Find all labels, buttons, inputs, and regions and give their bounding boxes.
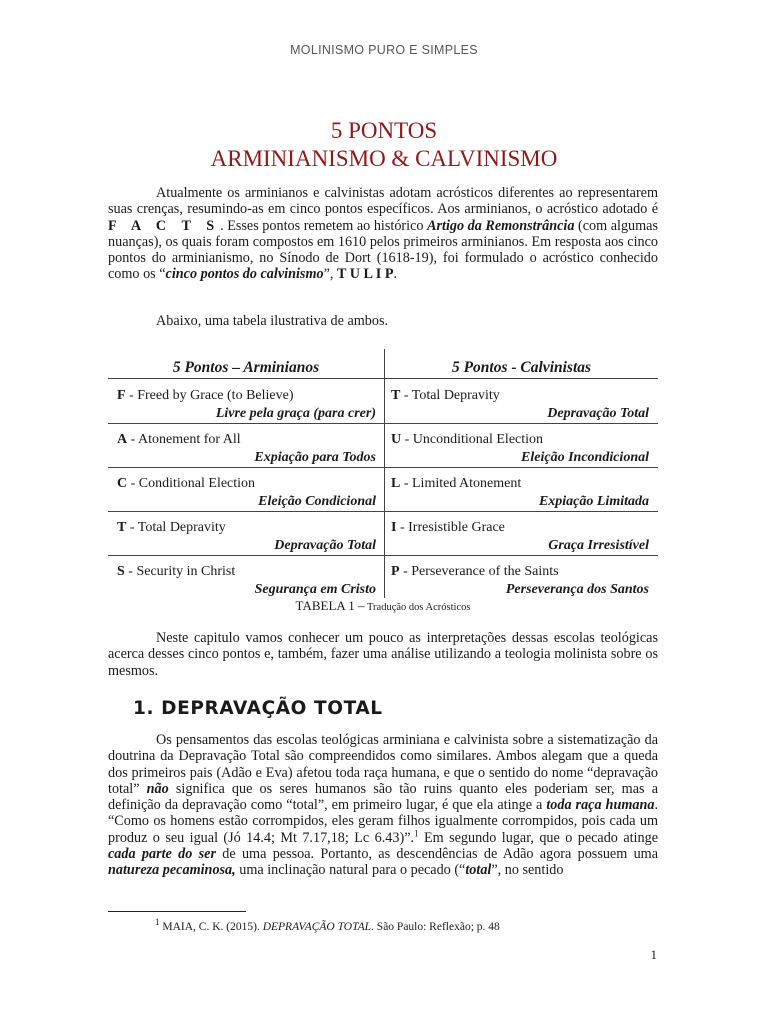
table-rule bbox=[108, 555, 658, 556]
table-cell-arminian-translation: Livre pela graça (para crer) bbox=[215, 406, 376, 421]
table-cell-arminian: S - Security in Christ bbox=[117, 564, 236, 579]
table-cell-arminian: A - Atonement for All bbox=[117, 432, 241, 447]
table-header-calvinist: 5 Pontos - Calvinistas bbox=[451, 359, 592, 376]
table-cell-calvinist-translation: Depravação Total bbox=[547, 406, 649, 421]
table-cell-arminian: C - Conditional Election bbox=[117, 476, 256, 491]
table-cell-arminian-translation: Eleição Condicional bbox=[258, 494, 376, 509]
table-cell-arminian-translation: Depravação Total bbox=[274, 538, 376, 553]
table-cell-calvinist-translation: Perseverança dos Santos bbox=[505, 582, 649, 597]
table-cell-arminian: T - Total Depravity bbox=[117, 520, 226, 535]
table-cell-calvinist-translation: Eleição Incondicional bbox=[521, 450, 649, 465]
table-column-divider bbox=[384, 349, 385, 598]
table-caption: TABELA 1 – Tradução dos Acrósticos bbox=[295, 598, 471, 613]
footnote-reference: 1 bbox=[414, 828, 419, 839]
table-cell-calvinist: P - Perseverance of the Saints bbox=[391, 564, 559, 579]
table-cell-calvinist: T - Total Depravity bbox=[391, 388, 500, 403]
running-head: MOLINISMO PURO E SIMPLES bbox=[290, 43, 478, 57]
table-cell-calvinist: L - Limited Atonement bbox=[391, 476, 522, 491]
table-rule bbox=[108, 467, 658, 468]
footnote: $^1$ MAIA, C. K. (2015). DEPRAVAÇÃO TOTAL. São Paulo: Reflexão; p. 48 bbox=[155, 917, 500, 933]
body-paragraph: Os pensamentos das escolas teológicas arminiana e calvinista sobre a sistematização da doutrina da Depravação Total são compreendidos como similares. Ambos alegam que a queda dos primeiros pais (Adão e Eva) afetou toda raça humana, e que o sentido do nome “depravação total” não significa que os seres humanos são tão ruins quanto eles poderiam ser, mas a definição da depravação como “total”, em primeiro lugar, é que ela atinge a toda raça humana. “Como os homens estão corrompidos, eles geram filhos igualmente corrompidos, pois cada um produz o seu igual (Jó 14.4; Mt 7.17,18; Lc 6.43)”.$^1$ Em segundo lugar, que o pecado atinge cada parte do ser de uma pessoa. Portanto, as descendências de Adão agora possuem uma natureza pecaminosa, uma inclinação natural para o pecado (“total”, no sentido bbox=[108, 732, 658, 879]
footnote-separator bbox=[108, 911, 246, 912]
section-heading: 1. DEPRAVAÇÃO TOTAL bbox=[133, 698, 383, 719]
table-cell-arminian: F - Freed by Grace (to Believe) bbox=[117, 388, 294, 403]
table-cell-calvinist-translation: Graça Irresistível bbox=[548, 538, 649, 553]
table-cell-calvinist: I - Irresistible Grace bbox=[391, 520, 505, 535]
table-cell-calvinist-translation: Expiação Limitada bbox=[538, 494, 649, 509]
chapter-title-line2: ARMINIANISMO & CALVINISMO bbox=[210, 146, 558, 171]
table-rule bbox=[108, 423, 658, 424]
table-cell-arminian-translation: Expiação para Todos bbox=[254, 450, 376, 465]
table-header-arminian: 5 Pontos – Arminianos bbox=[172, 359, 320, 376]
table-cell-calvinist: U - Unconditional Election bbox=[391, 432, 544, 447]
intro-paragraph: Atualmente os arminianos e calvinistas adotam acrósticos diferentes ao representarem suas crenças, resumindo-as em cinco pontos específicos. Aos arminianos, o acróstico adotado é F A C T S. Esses pontos remetem ao histórico Artigo da Remonstrância (com algumas nuanças), os quais foram compostos em 1610 pelos primeiros arminianos. Em resposta aos cinco pontos do arminianismo, no Sínodo de Dort (1618-19), foi formulado o acróstico conhecido como os “cinco pontos do calvinismo”, T U L I P. bbox=[108, 185, 659, 283]
chapter-title-line1: 5 PONTOS bbox=[330, 118, 438, 143]
table-rule bbox=[108, 511, 658, 512]
table-rule bbox=[108, 378, 658, 379]
chapter-overview-paragraph: Neste capitulo vamos conhecer um pouco as interpretações dessas escolas teológicas acerca desses cinco pontos e, também, fazer uma análise utilizando a teologia molinista sobre os mesmos. bbox=[108, 630, 658, 679]
table-intro: Abaixo, uma tabela ilustrativa de ambos. bbox=[156, 313, 389, 329]
table-cell-arminian-translation: Segurança em Cristo bbox=[254, 582, 376, 597]
page-number: 1 bbox=[650, 947, 657, 962]
